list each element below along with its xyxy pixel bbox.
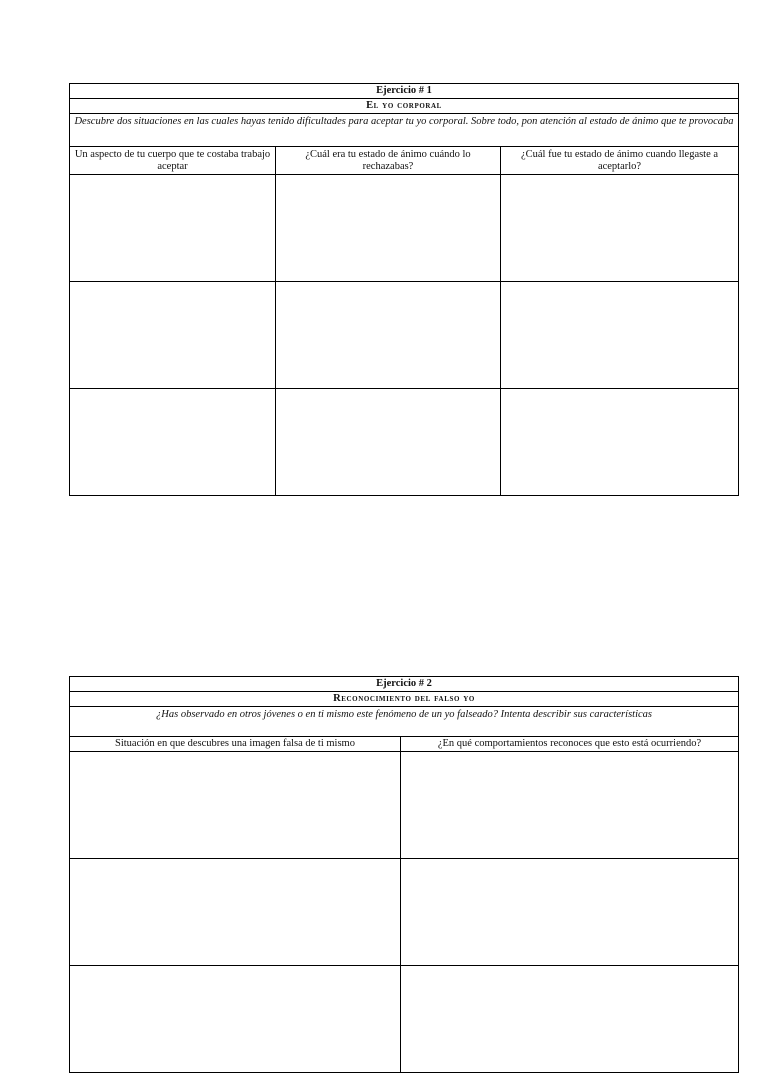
table-row	[70, 389, 739, 496]
exercise-1-column-header: Un aspecto de tu cuerpo que te costaba trabajo aceptar	[70, 147, 276, 175]
exercise-2-subtitle: Reconocimiento del falso yo	[70, 692, 739, 707]
exercise-2-title: Ejercicio # 2	[70, 677, 739, 692]
table-row	[70, 752, 739, 859]
exercise-1-column-header: ¿Cuál era tu estado de ánimo cuándo lo rechazabas?	[276, 147, 501, 175]
answer-cell[interactable]	[70, 859, 401, 966]
exercise-2-column-header: ¿En qué comportamientos reconoces que esto está ocurriendo?	[401, 737, 739, 752]
answer-cell[interactable]	[276, 175, 501, 282]
exercise-1-subtitle: El yo corporal	[70, 99, 739, 114]
answer-cell[interactable]	[501, 389, 739, 496]
answer-cell[interactable]	[501, 175, 739, 282]
table-row	[70, 175, 739, 282]
answer-cell[interactable]	[70, 752, 401, 859]
answer-cell[interactable]	[70, 282, 276, 389]
exercise-1-title: Ejercicio # 1	[70, 84, 739, 99]
exercise-1-table	[69, 83, 739, 496]
table-row	[70, 859, 739, 966]
exercise-2-description: ¿Has observado en otros jóvenes o en ti mismo este fenómeno de un yo falseado? Intenta describir sus características	[70, 707, 739, 737]
answer-cell[interactable]	[276, 282, 501, 389]
exercise-1-description: Descubre dos situaciones en las cuales hayas tenido dificultades para aceptar tu yo corporal. Sobre todo, pon atención al estado de ánimo que te provocaba	[70, 114, 739, 147]
table-row	[70, 966, 739, 1073]
answer-cell[interactable]	[401, 859, 739, 966]
exercise-2-table	[69, 676, 739, 1073]
exercise-1-column-header: ¿Cuál fue tu estado de ánimo cuando llegaste a aceptarlo?	[501, 147, 739, 175]
answer-cell[interactable]	[70, 966, 401, 1073]
answer-cell[interactable]	[401, 966, 739, 1073]
answer-cell[interactable]	[276, 389, 501, 496]
answer-cell[interactable]	[401, 752, 739, 859]
exercise-2-column-header: Situación en que descubres una imagen falsa de ti mismo	[70, 737, 401, 752]
answer-cell[interactable]	[70, 175, 276, 282]
answer-cell[interactable]	[501, 282, 739, 389]
table-row	[70, 282, 739, 389]
answer-cell[interactable]	[70, 389, 276, 496]
